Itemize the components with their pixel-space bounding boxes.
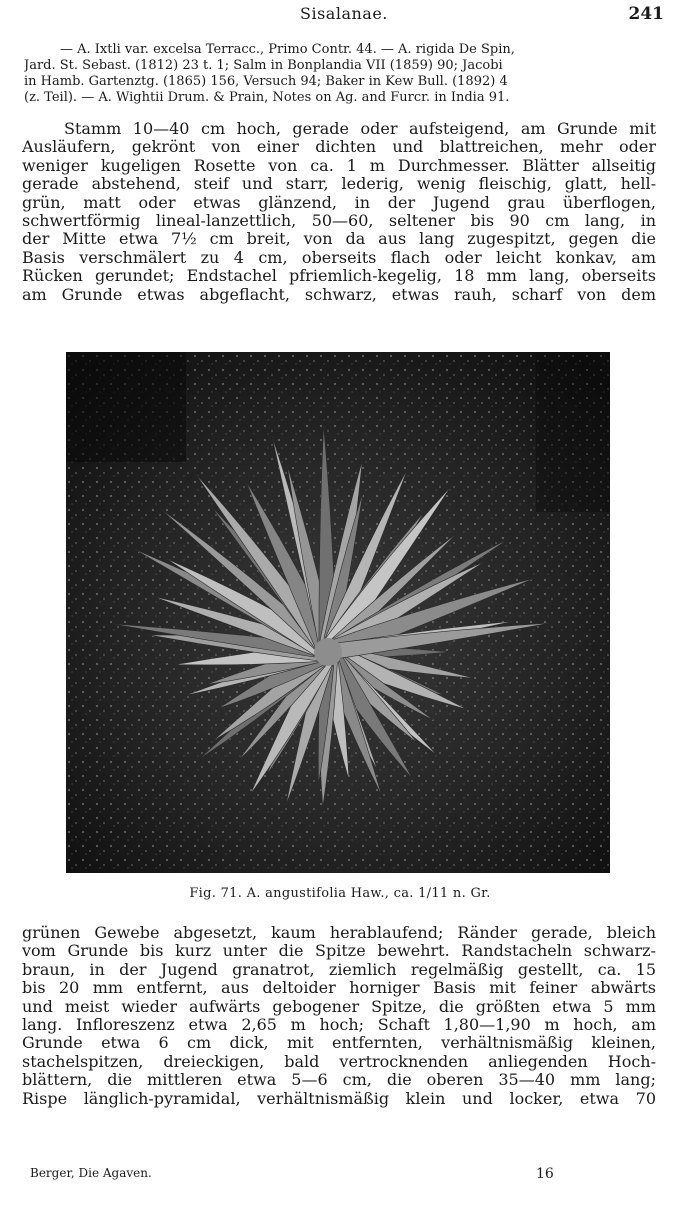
text-line: Grunde etwa 6 cm dick, mit entfernten, verhältnismäßig kleinen, [22,1033,656,1053]
text-line: Ausläufern, gekrönt von einer dichten und blattreichen, mehr oder [22,137,656,157]
text-line: vom Grunde bis kurz unter die Spitze bewehrt. Randstacheln schwarz- [22,941,656,961]
text-line: lang. Infloreszenz etwa 2,65 m hoch; Schaft 1,80—1,90 m hoch, am [22,1015,656,1035]
text-line: Basis verschmälert zu 4 cm, oberseits flach oder leicht konkav, am [22,247,656,267]
text-line: weniger kugeligen Rosette von ca. 1 m Durchmesser. Blätter allseitig [22,155,656,175]
running-head [0,4,680,26]
description-paragraph-continued [22,924,656,1108]
synonym-line: Jard. St. Sebast. (1812) 23 t. 1; Salm in Bonplandia VII (1859) 90; Jacobi [24,58,503,73]
rosette-center [314,638,342,666]
synonym-line: in Hamb. Gartenztg. (1865) 156, Versuch 94; Baker in Kew Bull. (1892) 4 [24,74,508,89]
text-line: schwertförmig lineal-lanzettlich, 50—60, seltener bis 90 cm lang, in [22,211,656,231]
figure-caption: Fig. 71. A. angustifolia Haw., ca. 1/11 n. Gr. [189,886,491,901]
synonymy-block [24,42,670,106]
page-footer [30,1166,630,1184]
text-line: Rispe länglich-pyramidal, verhältnismäßig klein und locker, etwa 70 [22,1088,656,1108]
text-line: grün, matt oder etwas glänzend, in der Jugend grau überflogen, [22,192,656,212]
text-line: und meist wieder aufwärts gebogener Spitze, die größten etwa 5 mm [22,996,656,1016]
description-paragraph [22,120,656,304]
text-line: stachelspitzen, dreieckigen, bald vertrocknenden anliegenden Hoch- [22,1051,656,1071]
text-line: Stamm 10—40 cm hoch, gerade oder aufsteigend, am Grunde mit [64,119,656,138]
text-line: blättern, die mittleren etwa 5—6 cm, die oberen 35—40 mm lang; [22,1070,656,1090]
synonym-line: (z. Teil). — A. Wightii Drum. & Prain, Notes on Ag. and Furcr. in India 91. [24,90,510,105]
text-line: grünen Gewebe abgesetzt, kaum herablaufend; Ränder gerade, bleich [22,923,656,942]
book-title-footer: Berger, Die Agaven. [30,1166,152,1180]
text-line: bis 20 mm entfernt, aus deltoider horniger Basis mit feiner abwärts [22,978,656,998]
page-number: 241 [628,4,664,24]
text-line: braun, in der Jugend granatrot, ziemlich regelmäßig gestellt, ca. 15 [22,959,656,979]
section-title: Sisalanae. [300,4,388,23]
text-line: gerade abstehend, steif und starr, lederig, wenig fleischig, glatt, hell- [22,174,656,194]
agave-plant-image [66,352,610,873]
text-line: Rücken gerundet; Endstachel pfriemlich-kegelig, 18 mm lang, oberseits [22,266,656,286]
agave-photograph [66,352,610,873]
synonym-line: — A. Ixtli var. excelsa Terracc., Primo Contr. 44. — A. rigida De Spin, [60,42,515,57]
text-line: am Grunde etwas abgeflacht, schwarz, etwas rauh, scharf von dem [22,284,656,304]
text-line: der Mitte etwa 7½ cm breit, von da aus lang zugespitzt, gegen die [22,229,656,249]
printer-signature: 16 [536,1166,554,1182]
